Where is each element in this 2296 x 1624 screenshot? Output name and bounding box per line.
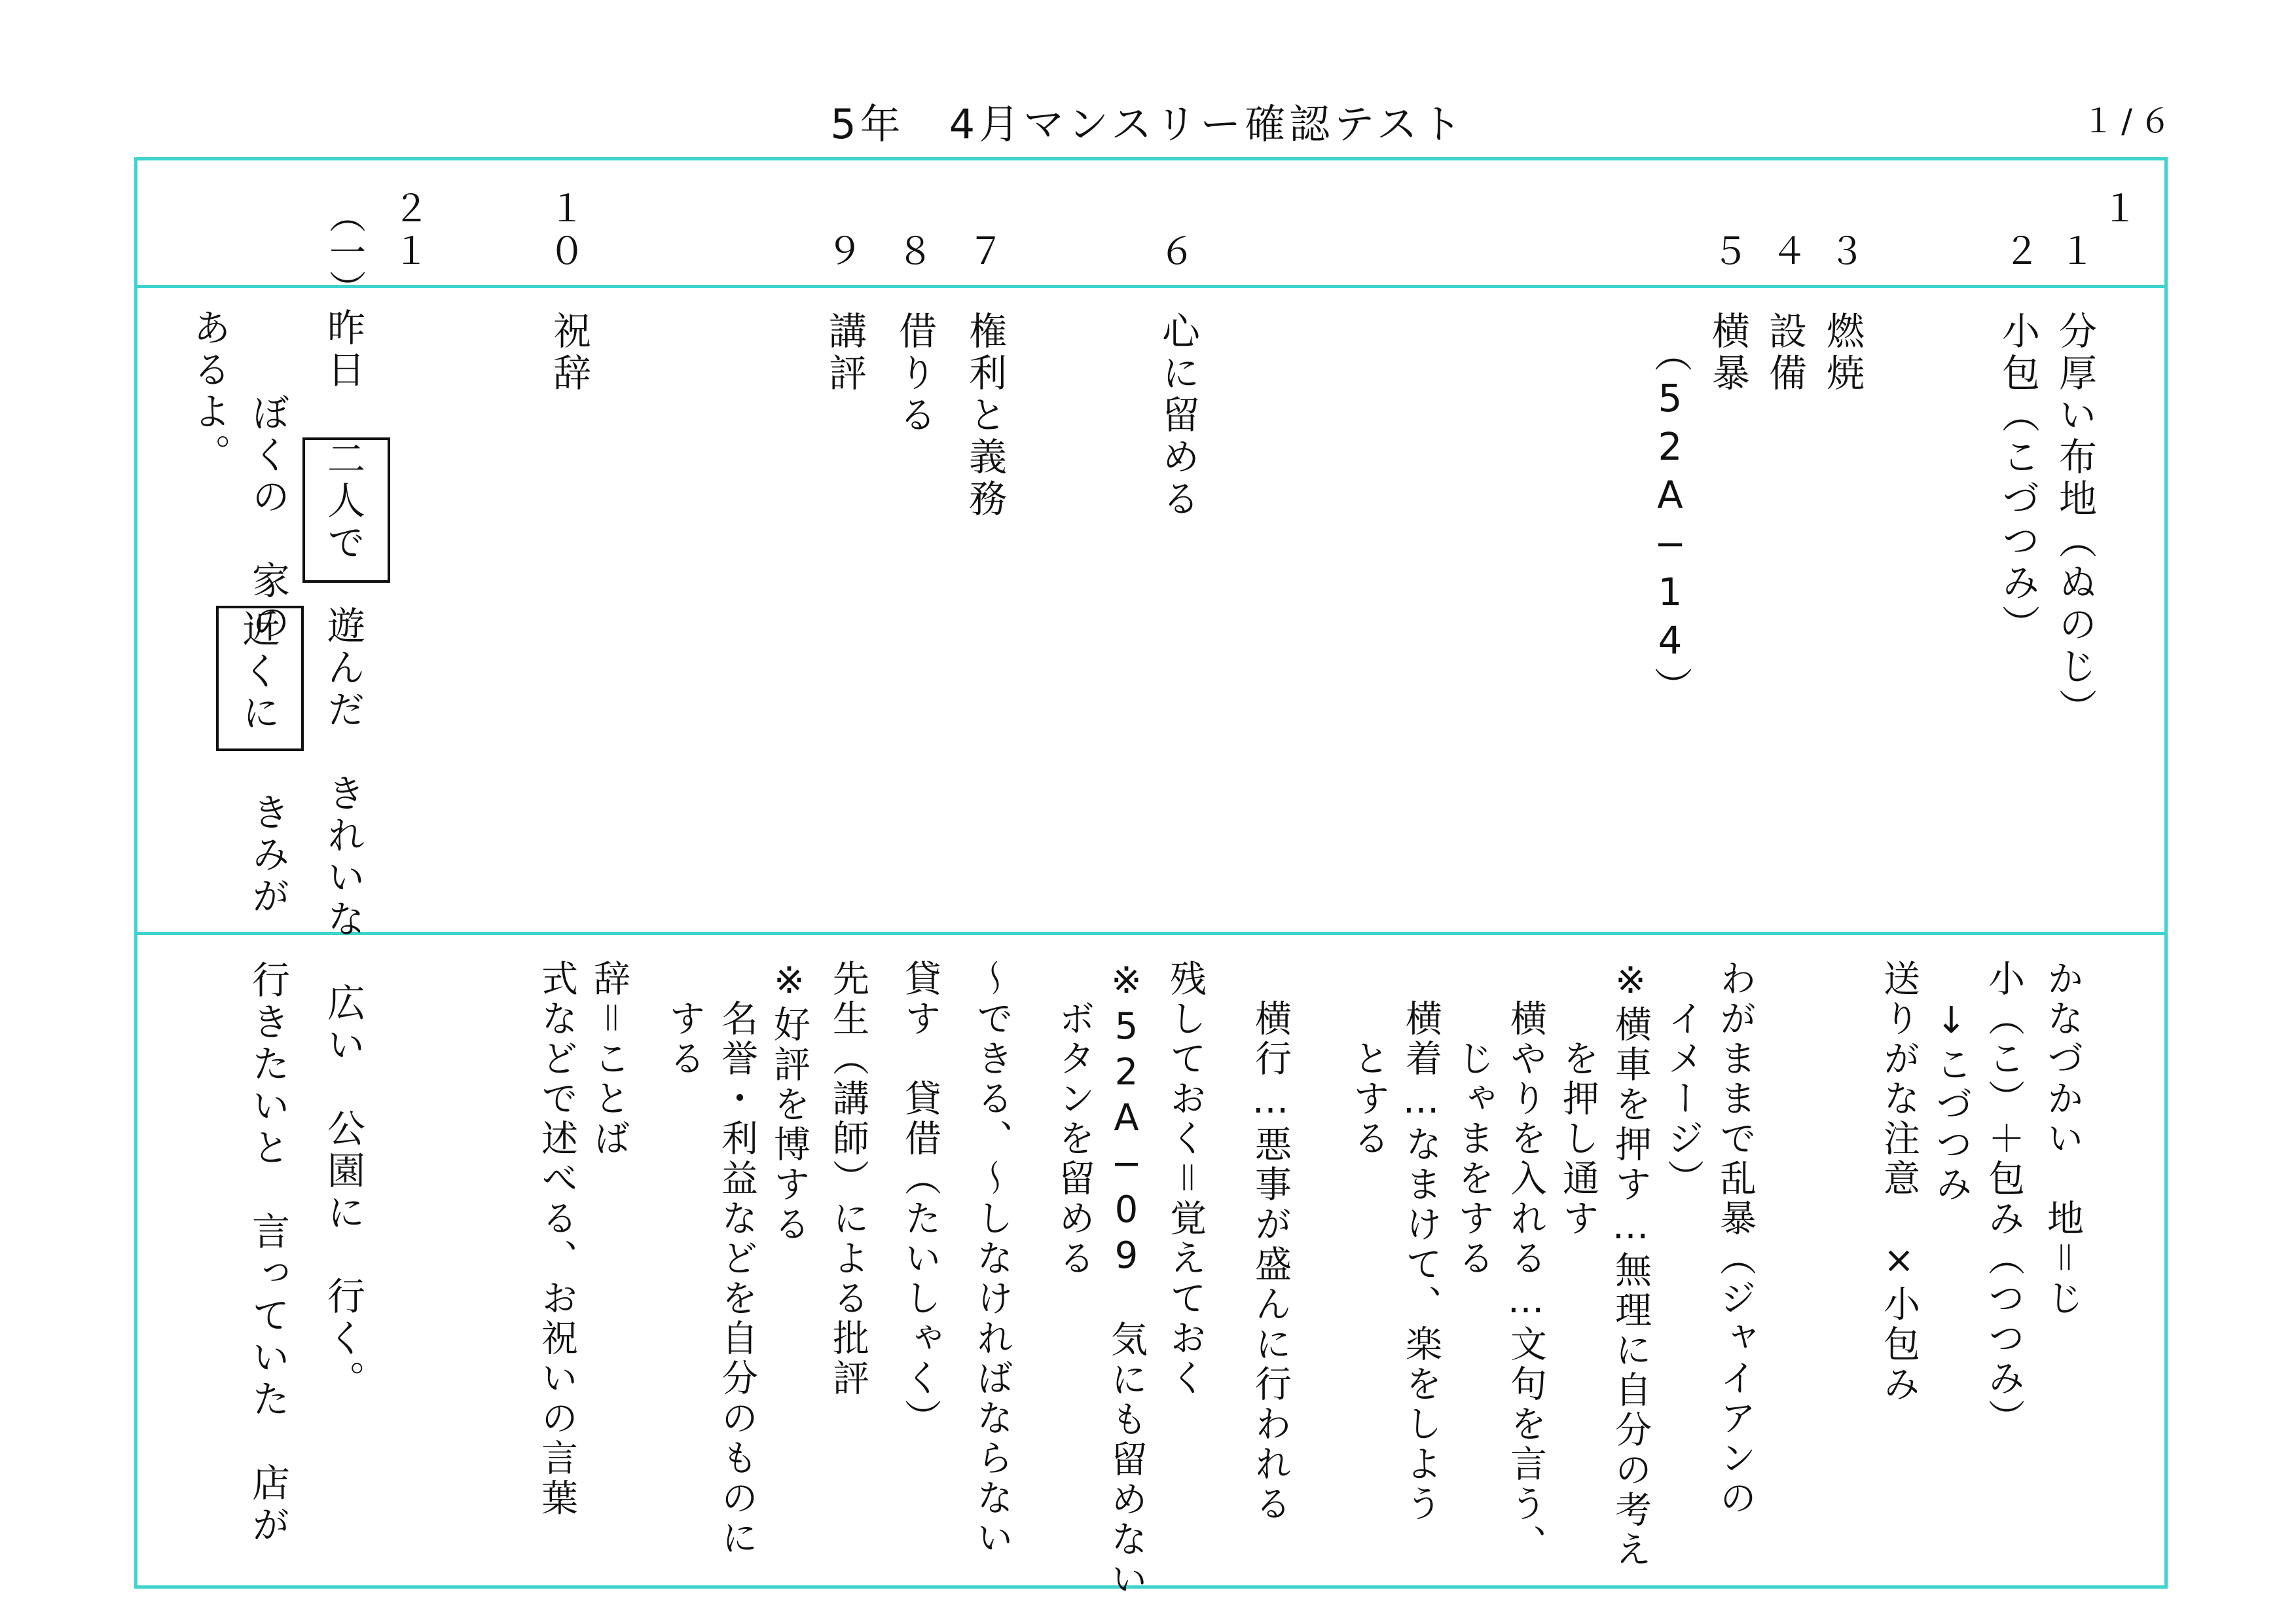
answer-7: 権利と義務 bbox=[962, 311, 1007, 521]
answer-table bbox=[134, 157, 2168, 1600]
explanation-9-line: 先生（講師）による批評 bbox=[827, 959, 869, 1399]
explanation-6-line: 残しておく＝覚えておく bbox=[1164, 959, 1207, 1399]
answer-10: 祝辞 bbox=[547, 311, 591, 395]
sentence-box-2: 近くに bbox=[236, 609, 280, 735]
question-number: ２ bbox=[2003, 231, 2040, 273]
section-number-1: １ bbox=[2102, 188, 2138, 231]
explanation-8: 貸す 貸借（たいしゃく） bbox=[899, 959, 941, 1439]
sentence-line-3: あるよ。 bbox=[187, 308, 231, 475]
answer-4: 設備 bbox=[1762, 311, 1807, 395]
divider bbox=[137, 285, 2164, 288]
explanation-9-line: ※好評を博する bbox=[768, 959, 811, 1245]
explanation-10-line: 式などで述べる、お祝いの言葉 bbox=[536, 959, 578, 1519]
question-number: ４ bbox=[1771, 231, 1808, 273]
explanation-5-line: わがままで乱暴（ジャイアンの bbox=[1714, 959, 1757, 1519]
explanation-5-line: 横着…なまけて、楽をしよう bbox=[1400, 959, 1442, 1524]
sentence-line-1a: 昨日 bbox=[321, 308, 365, 392]
sentence-line-2b: きみが 行きたいと 言っていた 店が bbox=[246, 792, 290, 1547]
question-number: ０ bbox=[549, 231, 585, 273]
explanation-5-line: 横行…悪事が盛んに行われる bbox=[1249, 959, 1292, 1524]
question-number: ６ bbox=[1159, 231, 1195, 273]
answer-8: 借りる bbox=[892, 311, 937, 437]
explanation-5-line: ※横車を押す…無理に自分の考え bbox=[1609, 959, 1652, 1570]
explanation-5-line: を押し通す bbox=[1557, 959, 1599, 1239]
question-number: ８ bbox=[897, 231, 934, 273]
sentence-line-1b: 遊んだ きれいな 広い 公園に 行く。 bbox=[321, 606, 365, 1402]
explanation-9-line: する bbox=[663, 959, 706, 1079]
question-number: １ bbox=[549, 188, 585, 231]
question-number: １ bbox=[393, 231, 429, 273]
explanation-5-line: イメージ） bbox=[1662, 959, 1704, 1199]
explanation-6-line: ボタンを留める bbox=[1053, 959, 1095, 1279]
question-number: ９ bbox=[826, 231, 863, 273]
section-number-2: ２ bbox=[393, 188, 429, 231]
sentence-line-2a: ぼくの 家の bbox=[246, 393, 290, 644]
explanation-6-line: ※52A−09 気にも留めない bbox=[1105, 959, 1148, 1600]
answer-5-note: （52A−14） bbox=[1648, 334, 1692, 709]
divider bbox=[137, 932, 2164, 935]
explanation-2-line: 小（こ）＋包み（つつみ） bbox=[1982, 959, 2025, 1439]
answer-1: 分厚い布地（ぬのじ） bbox=[2052, 311, 2097, 730]
explanation-10-line: 辞＝ことば bbox=[588, 959, 630, 1159]
answer-2: 小包（こづつみ） bbox=[1995, 311, 2040, 646]
explanation-7: 〜できる、〜しなければならない bbox=[971, 959, 1013, 1559]
answer-3: 燃焼 bbox=[1820, 311, 1865, 395]
sentence-box-1: 二人で bbox=[321, 439, 365, 564]
question-number: ５ bbox=[1712, 231, 1749, 273]
explanation-1: かなづかい 地＝じ bbox=[2041, 959, 2084, 1319]
answer-9: 講評 bbox=[822, 311, 867, 395]
answer-5: 横暴 bbox=[1705, 311, 1750, 395]
answer-6: 心に留める bbox=[1156, 311, 1200, 521]
explanation-5-line: 横やりを入れる…文句を言う、 bbox=[1504, 959, 1547, 1564]
question-number: ３ bbox=[1829, 231, 1865, 273]
explanation-9-line: 名誉・利益などを自分のものに bbox=[716, 959, 758, 1559]
question-number: １ bbox=[2059, 231, 2096, 273]
question-number: ７ bbox=[968, 231, 1004, 273]
explanation-5-line: じゃまをする bbox=[1452, 959, 1495, 1279]
explanation-2-line: 送りがな注意 ×小包み bbox=[1878, 959, 1920, 1405]
explanation-2-line: ↓こづつみ bbox=[1930, 959, 1973, 1205]
explanation-5-line: とする bbox=[1347, 959, 1390, 1159]
page-title: 5年 4月マンスリー確認テスト bbox=[830, 100, 1466, 148]
page-number: １/６ bbox=[2082, 102, 2178, 140]
sub-question-label: （一） bbox=[323, 196, 366, 306]
